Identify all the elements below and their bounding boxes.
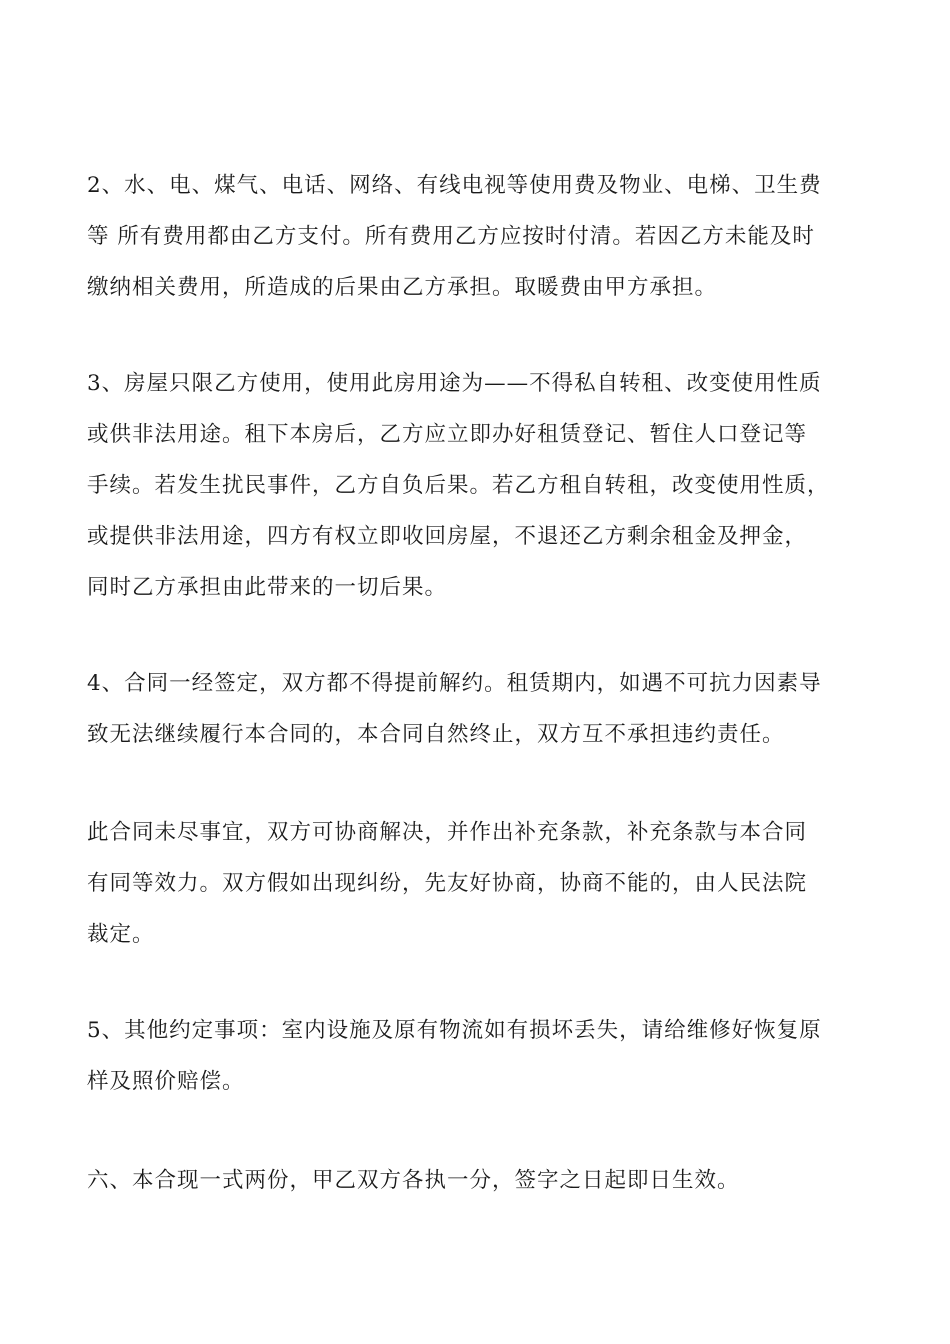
text-line: 或供非法用途。租下本房后，乙方应立即办好租赁登记、暂住人口登记等 bbox=[87, 422, 808, 447]
clause-2-paragraph bbox=[87, 160, 877, 313]
text-line: 致无法继续履行本合同的，本合同自然终止，双方互不承担违约责任。 bbox=[87, 722, 785, 747]
text-line: 2、水、电、煤气、电话、网络、有线电视等使用费及物业、电梯、卫生费 bbox=[87, 173, 822, 198]
text-line: 5、其他约定事项：室内设施及原有物流如有损坏丢失，请给维修好恢复原 bbox=[87, 1018, 822, 1043]
text-line: 缴纳相关费用，所造成的后果由乙方承担。取暖费由甲方承担。 bbox=[87, 275, 718, 300]
text-line: 裁定。 bbox=[87, 922, 155, 947]
clause-4-paragraph bbox=[87, 658, 877, 760]
text-line: 4、合同一经签定，双方都不得提前解约。租赁期内，如遇不可抗力因素导 bbox=[87, 671, 822, 696]
clause-6-paragraph bbox=[87, 1155, 877, 1206]
text-line: 同时乙方承担由此带来的一切后果。 bbox=[87, 575, 448, 600]
text-line: 等 所有费用都由乙方支付。所有费用乙方应按时付清。若因乙方未能及时 bbox=[87, 224, 815, 249]
text-line: 样及照价赔偿。 bbox=[87, 1069, 245, 1094]
text-line: 手续。若发生扰民事件，乙方自负后果。若乙方租自转租，改变使用性质， bbox=[87, 473, 830, 498]
text-line: 六、本合现一式两份，甲乙双方各执一分，签字之日起即日生效。 bbox=[87, 1168, 740, 1193]
clause-5-paragraph bbox=[87, 1005, 877, 1107]
text-line: 此合同未尽事宜，双方可协商解决，并作出补充条款，补充条款与本合同 bbox=[87, 820, 808, 845]
text-line: 3、房屋只限乙方使用，使用此房用途为——不得私自转租、改变使用性质 bbox=[87, 371, 822, 396]
supplementary-paragraph bbox=[87, 807, 877, 960]
clause-3-paragraph bbox=[87, 358, 877, 613]
text-line: 或提供非法用途，四方有权立即收回房屋，不退还乙方剩余租金及押金， bbox=[87, 524, 808, 549]
text-line: 有同等效力。双方假如出现纠纷，先友好协商，协商不能的，由人民法院 bbox=[87, 871, 808, 896]
